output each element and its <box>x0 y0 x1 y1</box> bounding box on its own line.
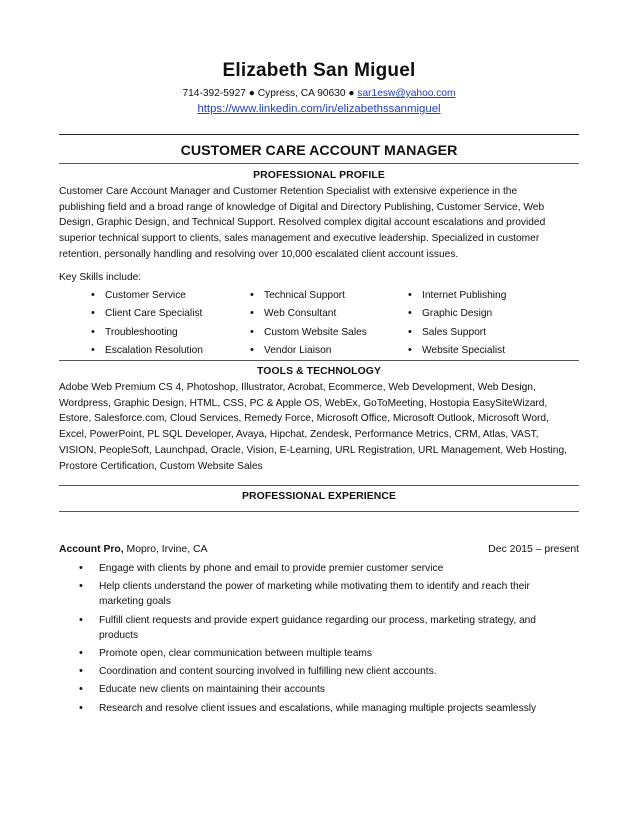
location: Cypress, CA 90630 <box>257 88 346 99</box>
contact-line <box>0 88 638 99</box>
duty-text <box>99 646 561 661</box>
bullet-icon: • <box>79 665 83 678</box>
bullet-icon: • <box>250 325 254 338</box>
skill-label: Graphic Design <box>422 308 493 320</box>
skill-label: Escalation Resolution <box>105 344 203 356</box>
skill-item <box>408 326 486 340</box>
duty-text <box>99 682 561 697</box>
duty-item <box>79 664 559 679</box>
text-line: Estore, Salesforce.com, Cloud Services, Remedy Force, Microsoft Office, Microsoft Outlook, Microsoft Word, <box>59 413 549 425</box>
text-line: marketing goals <box>99 596 171 608</box>
tools-divider <box>59 485 579 486</box>
tools-list <box>59 380 581 474</box>
skill-item <box>91 307 202 321</box>
text-line: Wordpress, Graphic Design, HTML, CSS, PC & Apple OS, WebEx, GoToMeeting, Hostopia EasySiteWizard, <box>59 397 548 409</box>
text-line: Research and resolve client issues and escalations, while managing multiple projects seamlessly <box>99 702 537 714</box>
text-line: Coordination and content sourcing involved in fulfilling new client accounts. <box>99 666 437 678</box>
skill-label: Website Specialist <box>422 344 506 356</box>
skill-item <box>250 326 367 340</box>
text-line: publishing field and a broad range of knowledge of Digital and Directory Publishing, Customer Service, Web <box>59 201 545 213</box>
skill-item <box>408 307 492 321</box>
skill-label: Customer Service <box>105 290 186 301</box>
bullet-icon: • <box>250 289 254 301</box>
text-line: Educate new clients on maintaining their accounts <box>99 684 325 696</box>
skills-label: Key Skills include: <box>59 272 142 283</box>
duty-text <box>99 701 561 716</box>
text-line: Adobe Web Premium CS 4, Photoshop, Illustrator, Acrobat, Ecommerce, Web Development, Web Design, <box>59 382 536 393</box>
skill-item <box>91 326 178 340</box>
phone-number: 714-392-5927 <box>182 88 246 99</box>
skill-label: Client Care Specialist <box>105 308 203 320</box>
job-header <box>59 544 579 555</box>
experience-divider <box>59 511 579 512</box>
bullet-icon: • <box>91 325 95 338</box>
skill-item <box>250 344 331 358</box>
skills-divider <box>59 360 579 361</box>
bullet-icon: • <box>91 307 95 320</box>
duty-item <box>79 646 559 661</box>
bullet-icon: • <box>79 613 83 626</box>
bullet-icon: • <box>408 289 412 301</box>
skill-label: Web Consultant <box>264 308 337 320</box>
skill-label: Custom Website Sales <box>264 326 367 338</box>
skill-item <box>91 289 186 303</box>
text-line: Design, Graphic Design, and Technical Support. Resolved complex digital account escalations and provided <box>59 217 546 229</box>
bullet-icon: • <box>91 343 95 356</box>
skill-item <box>408 344 505 358</box>
skill-item <box>250 289 345 303</box>
bullet-icon: • <box>408 343 412 356</box>
bullet-icon: • <box>79 562 83 574</box>
duty-text <box>99 561 561 576</box>
duty-item <box>79 701 559 716</box>
experience-heading: PROFESSIONAL EXPERIENCE <box>242 491 396 502</box>
linkedin-link[interactable]: https://www.linkedin.com/in/elizabethssanmiguel <box>197 103 441 115</box>
text-line: Engage with clients by phone and email to provide premier customer service <box>99 563 444 574</box>
skill-label: Troubleshooting <box>105 326 178 338</box>
skill-item <box>250 307 336 321</box>
candidate-name: Elizabeth San Miguel <box>222 60 416 81</box>
text-line: Help clients understand the power of marketing while motivating them to identify and reach their <box>99 581 530 593</box>
bullet-icon: • <box>79 701 83 714</box>
text-line: Prostore Certification, Custom Website Sales <box>59 460 263 472</box>
duty-item <box>79 682 559 697</box>
duty-item <box>79 613 559 643</box>
bullet-icon: • <box>79 647 83 659</box>
separator-dot: ● <box>348 88 355 99</box>
profile-heading: PROFESSIONAL PROFILE <box>253 170 385 181</box>
skill-item <box>408 289 506 303</box>
job-location: Mopro, Irvine, CA <box>123 544 208 555</box>
skill-item <box>91 344 203 358</box>
job-dates: Dec 2015 – present <box>488 544 579 555</box>
text-line: VISION, PeopleSoft, Launchpad, Oracle, Vision, E-Learning, URL Registration, URL Management, Web Hosting, <box>59 444 567 456</box>
text-line: products <box>99 629 139 641</box>
skill-label: Internet Publishing <box>422 290 507 301</box>
header-divider <box>59 134 579 135</box>
text-line: retention, personally handling and resolving over 10,000 escalated client account issues. <box>59 248 459 260</box>
profile-summary <box>59 184 581 263</box>
text-line: superior technical support to clients, sales management and executive leadership. Specialized in customer <box>59 233 540 245</box>
duty-item <box>79 579 559 609</box>
bullet-icon: • <box>79 580 83 593</box>
bullet-icon: • <box>408 307 412 320</box>
skill-label: Technical Support <box>264 290 345 301</box>
resume-job-title: CUSTOMER CARE ACCOUNT MANAGER <box>180 143 458 159</box>
email-link[interactable]: sar1esw@yahoo.com <box>357 88 456 99</box>
duty-text <box>99 613 561 643</box>
bullet-icon: • <box>250 307 254 320</box>
bullet-icon: • <box>91 289 95 301</box>
separator-dot: ● <box>248 88 255 99</box>
duty-text <box>99 664 561 679</box>
duty-item <box>79 561 559 576</box>
duty-text <box>99 579 561 609</box>
text-line: Excel, PowerPoint, PL SQL Developer, Avaya, Hipchat, Zendesk, Performance Metrics, CRM, Atlas, VAST, <box>59 429 539 441</box>
bullet-icon: • <box>408 325 412 338</box>
title-divider <box>59 163 579 164</box>
skill-label: Vendor Liaison <box>264 344 332 356</box>
tools-heading: TOOLS & TECHNOLOGY <box>257 366 381 377</box>
bullet-icon: • <box>250 343 254 356</box>
bullet-icon: • <box>79 683 83 696</box>
text-line: Fulfill client requests and provide expert guidance regarding our process, marketing strategy, and <box>99 614 536 626</box>
text-line: Customer Care Account Manager and Customer Retention Specialist with extensive experience in the <box>59 186 518 197</box>
text-line: Promote open, clear communication between multiple teams <box>99 648 372 659</box>
skill-label: Sales Support <box>422 326 486 338</box>
company-name: Account Pro, <box>59 544 124 555</box>
